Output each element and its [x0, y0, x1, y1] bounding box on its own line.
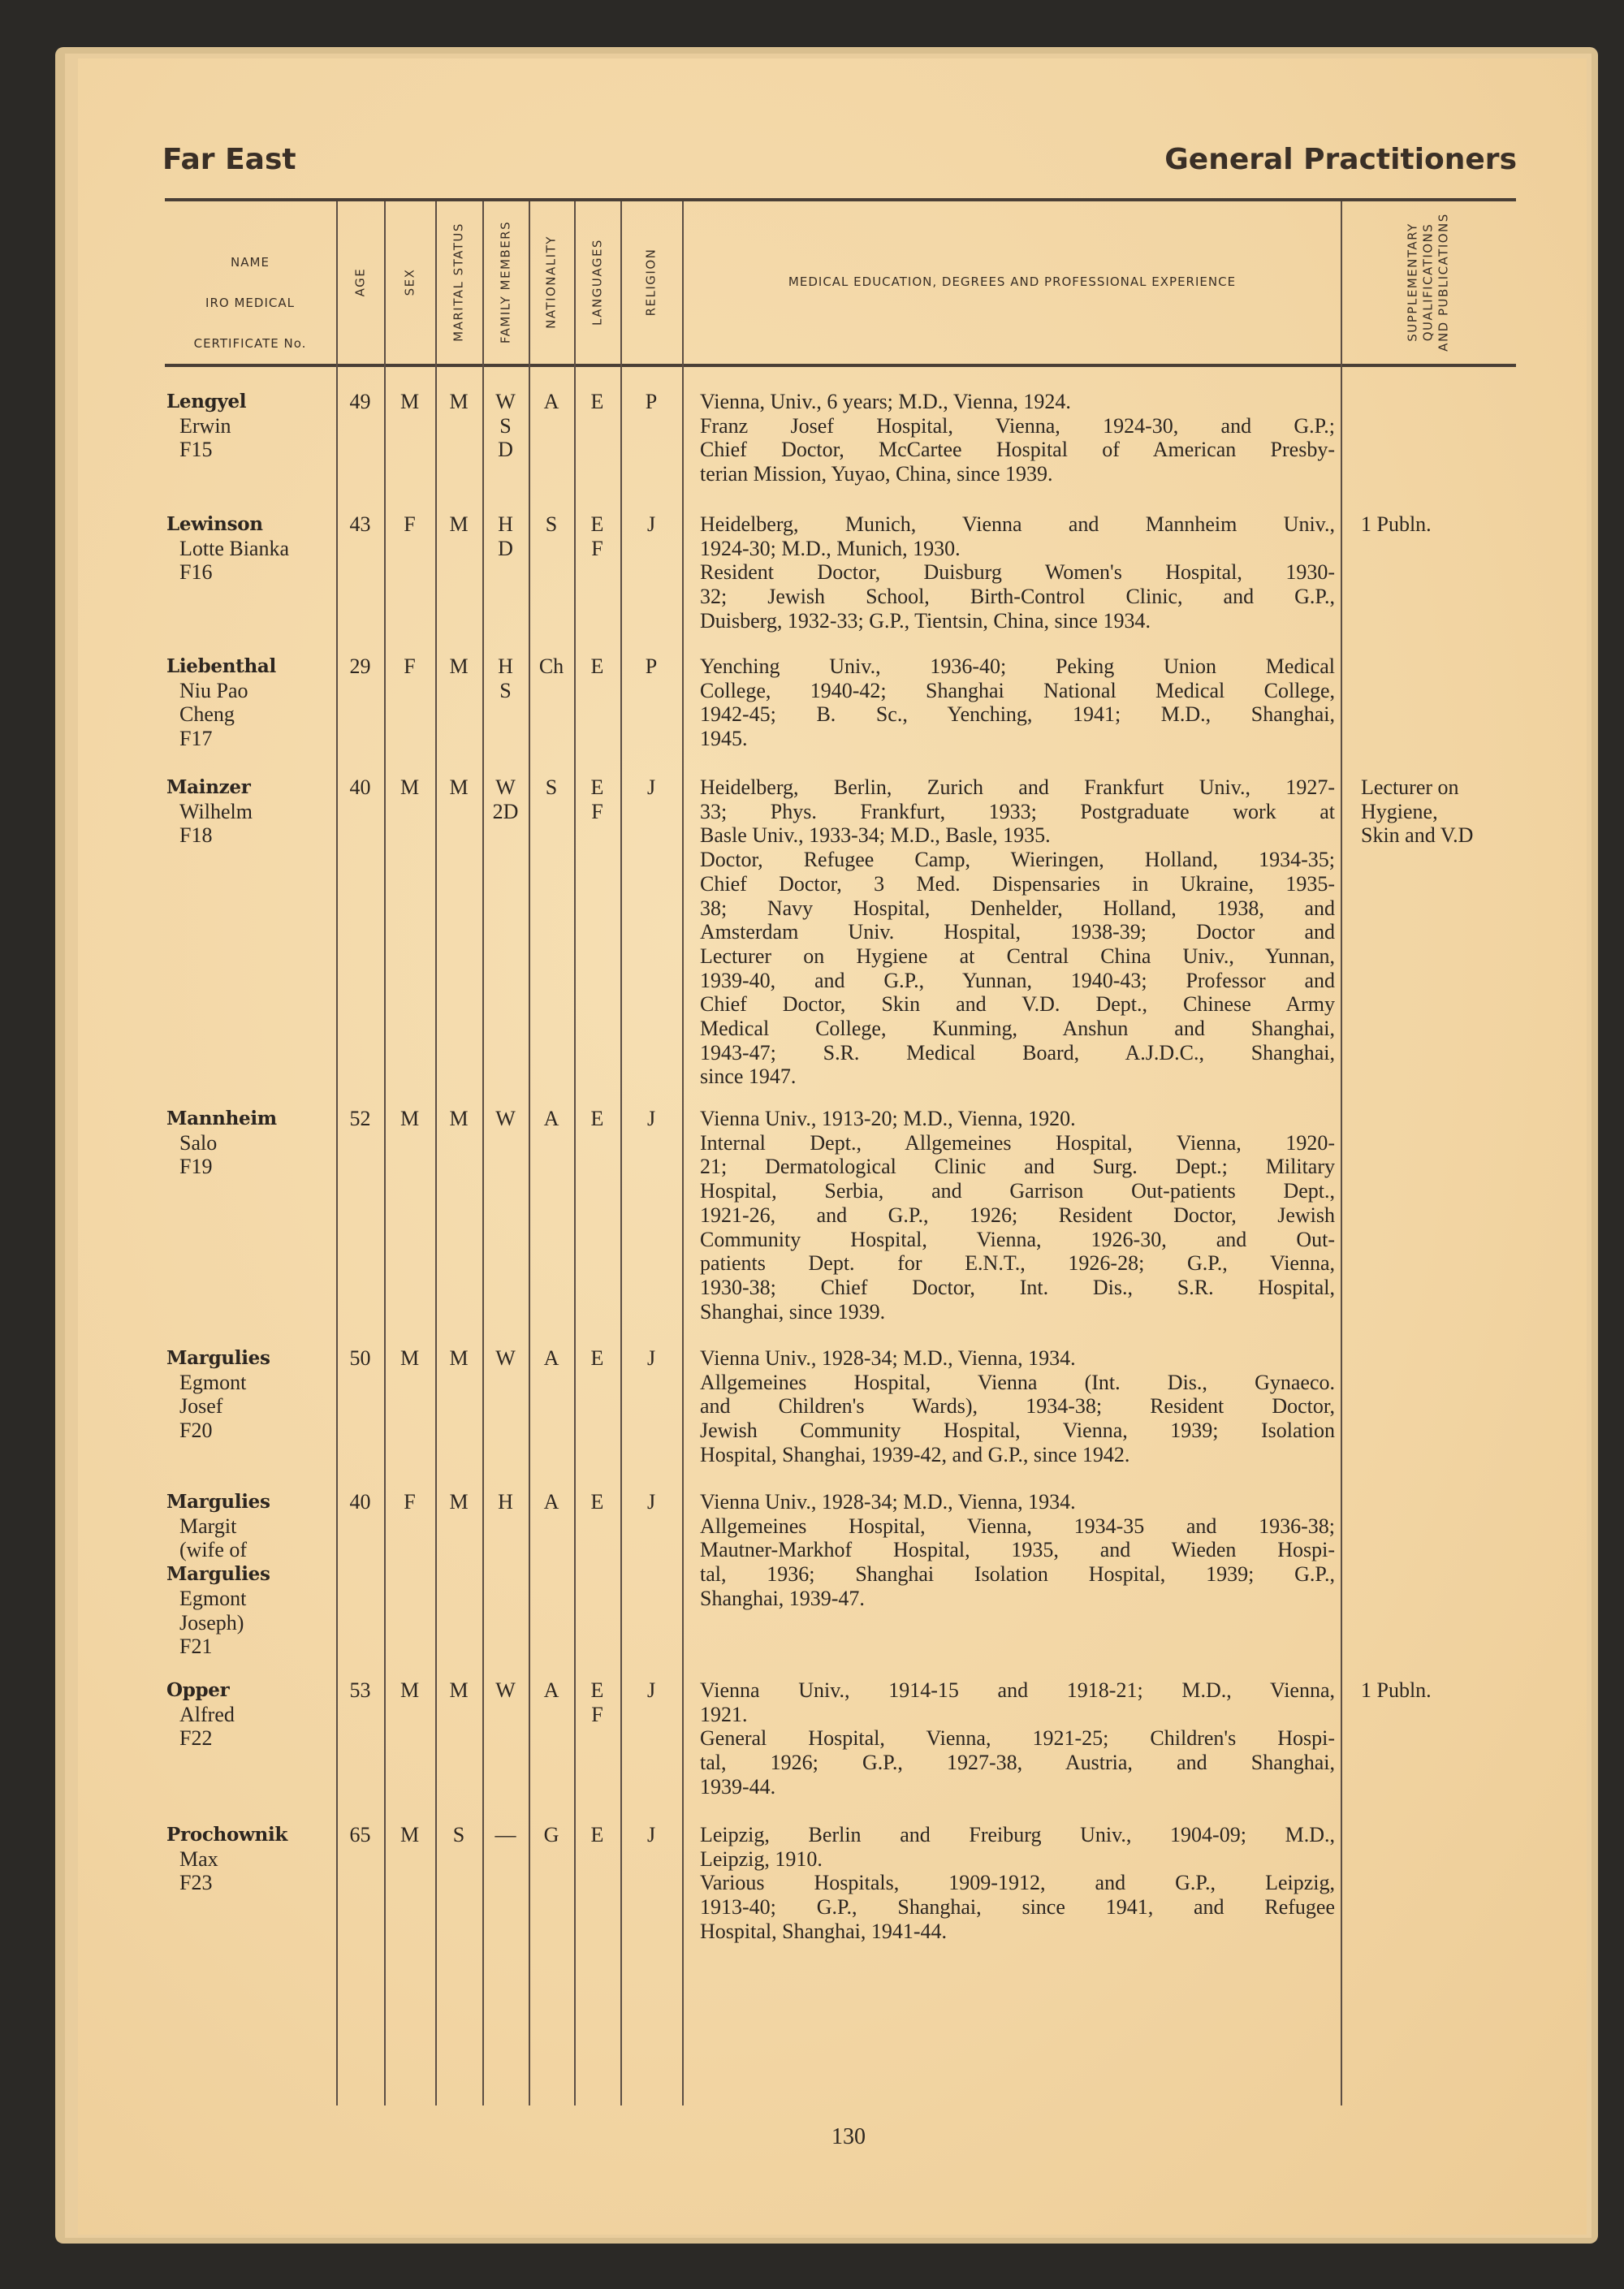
languages-cell — [574, 512, 620, 560]
column-header-education: MEDICAL EDUCATION, DEGREES AND PROFESSIONAL EXPERIENCE — [788, 274, 1237, 289]
education-line: 1939-44. — [700, 1774, 776, 1799]
supplementary-cell — [1361, 775, 1515, 848]
education-line: tal, 1926; G.P., 1927-38, Austria, and Shanghai, — [700, 1751, 1335, 1775]
family-cell — [482, 775, 529, 823]
education-line: and Children's Wards), 1934-38; Resident Doctor, — [700, 1394, 1335, 1419]
education-line: 1921. — [700, 1702, 748, 1726]
column-header-languages: LANGUAGES — [590, 239, 604, 326]
name-label: NAME — [231, 255, 270, 270]
education-line: Internal Dept., Allgemeines Hospital, Vienna, 1920- — [700, 1130, 1335, 1155]
section-title: Far East — [162, 143, 296, 176]
education-line: Shanghai, since 1939. — [700, 1299, 886, 1324]
header-rule — [165, 364, 1516, 367]
education-line: Chief Doctor, Skin and V.D. Dept., Chinese Army — [700, 992, 1335, 1017]
education-line: 33; Phys. Frankfurt, 1933; Postgraduate work at — [700, 799, 1335, 823]
sex-cell: M — [400, 1678, 420, 1702]
family-code: S — [499, 413, 512, 438]
education-line: General Hospital, Vienna, 1921-25; Children's Hospi- — [700, 1726, 1335, 1751]
sex-cell: F — [404, 512, 416, 536]
languages-code: E — [590, 1107, 604, 1130]
name-cell — [166, 1346, 337, 1443]
age-cell: 29 — [349, 654, 371, 678]
education-line: Resident Doctor, Duisburg Women's Hospital, 1930- — [700, 560, 1335, 585]
nationality-cell: Ch — [538, 654, 564, 678]
name-line: Wilhelm — [179, 799, 253, 823]
education-line: 32; Jewish School, Birth-Control Clinic, and G.P., — [700, 585, 1335, 609]
languages-cell — [574, 390, 620, 414]
certificate-label: CERTIFICATE No. — [193, 336, 307, 351]
education-line: patients Dept. for E.N.T., 1926-28; G.P., Vienna, — [700, 1251, 1335, 1276]
age-cell: 53 — [349, 1678, 371, 1702]
column-divider — [620, 201, 622, 2105]
family-code: H — [498, 1490, 513, 1514]
nationality-cell: A — [543, 1107, 559, 1130]
age-cell: 43 — [349, 512, 371, 536]
family-code: W — [495, 1678, 516, 1702]
family-code: S — [499, 678, 512, 702]
education-line: Allgemeines Hospital, Vienna (Int. Dis., Gynaeco. — [700, 1370, 1335, 1394]
education-line: Jewish Community Hospital, Vienna, 1939; Isolation — [700, 1419, 1335, 1443]
supplementary-line: Skin and V.D — [1361, 823, 1474, 848]
languages-code: E — [590, 1823, 604, 1846]
column-divider — [529, 201, 530, 2105]
education-line: Duisberg, 1932-33; G.P., Tientsin, China, since 1934. — [700, 608, 1151, 633]
education-line: Vienna Univ., 1928-34; M.D., Vienna, 1934. — [700, 1346, 1076, 1370]
languages-code: E — [590, 775, 604, 799]
languages-code: F — [591, 536, 603, 560]
education-line: Yenching Univ., 1936-40; Peking Union Medical — [700, 654, 1335, 678]
name-cell — [166, 390, 337, 462]
education-line: Heidelberg, Munich, Vienna and Mannheim Univ., — [700, 512, 1335, 536]
name-line: Niu Pao — [179, 678, 248, 702]
name-line: Margulies — [166, 1347, 270, 1369]
supplementary-label: SUPPLEMENTARY — [1405, 222, 1420, 342]
name-line: F15 — [179, 438, 213, 462]
education-line: Amsterdam Univ. Hospital, 1938-39; Doctor and — [700, 920, 1335, 944]
languages-cell — [574, 1346, 620, 1371]
name-line: Lengyel — [166, 391, 247, 412]
family-cell — [482, 1346, 529, 1371]
languages-code: E — [590, 1346, 604, 1370]
religion-cell: P — [645, 654, 658, 678]
family-code: H — [498, 512, 513, 536]
education-line: terian Mission, Yuyao, China, since 1939. — [700, 462, 1053, 486]
marital-cell: M — [449, 1346, 469, 1370]
supplementary-label: AND PUBLICATIONS — [1436, 213, 1451, 352]
marital-cell: M — [449, 1490, 469, 1514]
marital-cell: S — [452, 1823, 465, 1846]
name-line: F19 — [179, 1155, 213, 1179]
education-line: Doctor, Refugee Camp, Wieringen, Holland, 1934-35; — [700, 848, 1335, 872]
languages-cell — [574, 1823, 620, 1847]
name-line: Max — [179, 1846, 218, 1871]
nationality-cell: A — [543, 1490, 559, 1514]
family-code: W — [495, 390, 516, 413]
education-line: College, 1940-42; Shanghai National Medical College, — [700, 678, 1335, 702]
column-divider — [574, 201, 576, 2105]
age-cell: 50 — [349, 1346, 371, 1370]
name-line: Margulies — [166, 1563, 270, 1586]
education-line: Basle Univ., 1933-34; M.D., Basle, 1935. — [700, 823, 1051, 848]
nationality-cell: A — [543, 1678, 559, 1702]
name-line: Lewinson — [166, 513, 263, 535]
column-divider — [384, 201, 386, 2105]
education-line: 1924-30; M.D., Munich, 1930. — [700, 536, 961, 560]
family-cell — [482, 390, 529, 462]
name-cell — [166, 512, 337, 585]
name-cell — [166, 1823, 337, 1895]
column-header-supplementary — [1406, 201, 1452, 364]
education-line: Lecturer on Hygiene at Central China Univ., Yunnan, — [700, 944, 1335, 968]
education-line: Vienna Univ., 1913-20; M.D., Vienna, 1920. — [700, 1107, 1076, 1130]
name-line: F18 — [179, 823, 213, 848]
name-line: F16 — [179, 560, 213, 585]
name-line: F17 — [179, 727, 213, 751]
education-line: Chief Doctor, McCartee Hospital of American Presby- — [700, 438, 1335, 462]
family-code: W — [495, 1346, 516, 1370]
education-cell — [700, 775, 1335, 1089]
page-number: 130 — [831, 2124, 866, 2149]
education-line: Vienna Univ., 1914-15 and 1918-21; M.D., Vienna, — [700, 1678, 1335, 1702]
family-cell — [482, 654, 529, 702]
age-cell: 65 — [349, 1823, 371, 1846]
education-line: 38; Navy Hospital, Denhelder, Holland, 1938, and — [700, 896, 1335, 920]
education-line: 1943-47; S.R. Medical Board, A.J.D.C., Shanghai, — [700, 1040, 1335, 1065]
education-line: Hospital, Shanghai, 1941-44. — [700, 1919, 948, 1943]
education-line: 1921-26, and G.P., 1926; Resident Doctor, Jewish — [700, 1203, 1335, 1227]
education-cell — [700, 1678, 1335, 1799]
name-cell — [166, 1678, 337, 1751]
languages-code: E — [590, 1490, 604, 1514]
religion-cell: P — [645, 390, 658, 413]
nationality-cell: S — [545, 512, 558, 536]
education-line: 1913-40; G.P., Shanghai, since 1941, and Refugee — [700, 1895, 1335, 1920]
nationality-cell: G — [543, 1823, 559, 1846]
languages-cell — [574, 654, 620, 679]
education-line: Mautner-Markhof Hospital, 1935, and Wieden Hospi- — [700, 1538, 1335, 1562]
languages-cell — [574, 775, 620, 823]
column-header-nationality: NATIONALITY — [543, 235, 559, 329]
education-cell — [700, 654, 1335, 751]
family-cell — [482, 1678, 529, 1703]
education-line: Vienna Univ., 1928-34; M.D., Vienna, 1934. — [700, 1490, 1076, 1514]
education-cell — [700, 512, 1335, 633]
name-line: Egmont — [179, 1586, 247, 1610]
education-cell — [700, 1490, 1335, 1611]
family-code: W — [495, 1107, 516, 1130]
education-cell — [700, 1346, 1335, 1467]
column-header-name — [165, 242, 335, 364]
name-line: F22 — [179, 1726, 213, 1751]
name-line: Opper — [166, 1679, 230, 1701]
column-divider — [435, 201, 437, 2105]
name-line: F21 — [179, 1635, 213, 1659]
name-cell — [166, 654, 337, 751]
sex-cell: M — [400, 1823, 420, 1846]
sex-cell: M — [400, 1107, 420, 1130]
religion-cell: J — [646, 775, 656, 799]
name-line: Liebenthal — [166, 655, 276, 677]
family-cell — [482, 1823, 529, 1847]
column-divider — [1341, 201, 1342, 2105]
age-cell: 49 — [349, 390, 371, 413]
education-line: Leipzig, Berlin and Freiburg Univ., 1904-09; M.D., — [700, 1823, 1335, 1846]
family-code: D — [498, 438, 513, 462]
name-line: Mannheim — [166, 1108, 277, 1129]
name-line: Erwin — [179, 413, 231, 438]
age-cell: 52 — [349, 1107, 371, 1130]
languages-code: F — [591, 1702, 603, 1726]
name-cell — [166, 1490, 337, 1659]
religion-cell: J — [646, 1490, 656, 1514]
family-cell — [482, 1107, 529, 1131]
name-line: Alfred — [179, 1702, 235, 1726]
name-line: Mainzer — [166, 776, 251, 798]
education-line: Heidelberg, Berlin, Zurich and Frankfurt Univ., 1927- — [700, 775, 1335, 799]
education-cell — [700, 1823, 1335, 1944]
family-code: H — [498, 654, 513, 678]
name-line: Margit — [179, 1514, 237, 1538]
sex-cell: M — [400, 775, 420, 799]
sex-cell: M — [400, 390, 420, 413]
column-header-sex: SEX — [402, 268, 417, 296]
education-line: Shanghai, 1939-47. — [700, 1586, 865, 1610]
languages-code: E — [590, 654, 604, 678]
family-code: W — [495, 775, 516, 799]
sex-cell: F — [404, 1490, 416, 1514]
name-line: Josef — [179, 1394, 223, 1419]
name-line: F20 — [179, 1419, 213, 1443]
education-line: Franz Josef Hospital, Vienna, 1924-30, and G.P.; — [700, 413, 1335, 438]
religion-cell: J — [646, 1678, 656, 1702]
education-cell — [700, 390, 1335, 486]
education-line: Allgemeines Hospital, Vienna, 1934-35 and 1936-38; — [700, 1514, 1335, 1538]
marital-cell: M — [449, 1107, 469, 1130]
education-line: Hospital, Shanghai, 1939-42, and G.P., since 1942. — [700, 1442, 1130, 1466]
name-line: Lotte Bianka — [179, 536, 290, 560]
column-divider — [482, 201, 484, 2105]
column-divider — [682, 201, 684, 2105]
name-line: Prochownik — [166, 1824, 288, 1846]
age-cell: 40 — [349, 1490, 371, 1514]
supplementary-cell — [1361, 1678, 1515, 1703]
languages-cell — [574, 1490, 620, 1514]
education-line: Vienna, Univ., 6 years; M.D., Vienna, 1924. — [700, 390, 1071, 413]
name-line: Cheng — [179, 702, 235, 727]
supplementary-label: QUALIFICATIONS — [1420, 222, 1436, 342]
education-line: Leipzig, 1910. — [700, 1846, 823, 1871]
religion-cell: J — [646, 1107, 656, 1130]
education-line: Medical College, Kunming, Anshun and Shanghai, — [700, 1017, 1335, 1041]
name-line: (wife of — [179, 1538, 248, 1562]
religion-cell: J — [646, 1346, 656, 1370]
religion-cell: J — [646, 512, 656, 536]
column-header-marital: MARITAL STATUS — [451, 222, 466, 342]
education-line: 1945. — [700, 727, 748, 751]
nationality-cell: S — [545, 775, 558, 799]
religion-cell: J — [646, 1823, 656, 1846]
marital-cell: M — [449, 512, 469, 536]
languages-cell — [574, 1678, 620, 1726]
family-code: 2D — [492, 799, 519, 823]
education-line: 21; Dermatological Clinic and Surg. Dept.; Military — [700, 1155, 1335, 1179]
education-cell — [700, 1107, 1335, 1324]
sex-cell: M — [400, 1346, 420, 1370]
languages-code: F — [591, 799, 603, 823]
age-cell: 40 — [349, 775, 371, 799]
supplementary-cell — [1361, 512, 1515, 537]
family-cell — [482, 1490, 529, 1514]
education-line: Community Hospital, Vienna, 1926-30, and Out- — [700, 1227, 1335, 1251]
name-line: Joseph) — [179, 1610, 244, 1635]
supplementary-line: Hygiene, — [1361, 799, 1438, 823]
nationality-cell: A — [543, 390, 559, 413]
supplementary-line: 1 Publn. — [1361, 512, 1432, 536]
name-line: Egmont — [179, 1370, 247, 1394]
languages-code: E — [590, 390, 604, 413]
supplementary-line: 1 Publn. — [1361, 1678, 1432, 1702]
marital-cell: M — [449, 390, 469, 413]
category-title: General Practitioners — [1164, 143, 1517, 176]
name-line: Margulies — [166, 1491, 270, 1513]
languages-code: E — [590, 1678, 604, 1702]
education-line: Hospital, Serbia, and Garrison Out-patients Dept., — [700, 1179, 1335, 1203]
top-rule — [165, 198, 1516, 201]
column-header-religion: RELIGION — [643, 248, 659, 317]
marital-cell: M — [449, 654, 469, 678]
column-header-age: AGE — [352, 267, 367, 297]
languages-code: E — [590, 512, 604, 536]
supplementary-line: Lecturer on — [1361, 775, 1459, 799]
education-line: 1930-38; Chief Doctor, Int. Dis., S.R. Hospital, — [700, 1275, 1335, 1299]
iro-label: IRO MEDICAL — [205, 296, 295, 310]
education-line: Various Hospitals, 1909-1912, and G.P., Leipzig, — [700, 1871, 1335, 1895]
sex-cell: F — [404, 654, 416, 678]
name-cell — [166, 1107, 337, 1179]
name-line: F23 — [179, 1871, 213, 1895]
family-code: — — [495, 1823, 516, 1846]
education-line: since 1947. — [700, 1065, 797, 1089]
nationality-cell: A — [543, 1346, 559, 1370]
marital-cell: M — [449, 1678, 469, 1702]
marital-cell: M — [449, 775, 469, 799]
languages-cell — [574, 1107, 620, 1131]
name-line: Salo — [179, 1130, 218, 1155]
education-line: 1939-40, and G.P., Yunnan, 1940-43; Professor and — [700, 968, 1335, 992]
name-cell — [166, 775, 337, 848]
education-line: Chief Doctor, 3 Med. Dispensaries in Ukraine, 1935- — [700, 871, 1335, 896]
education-line: 1942-45; B. Sc., Yenching, 1941; M.D., Shanghai, — [700, 702, 1335, 727]
education-line: tal, 1936; Shanghai Isolation Hospital, 1939; G.P., — [700, 1562, 1335, 1587]
family-cell — [482, 512, 529, 560]
column-header-family: FAMILY MEMBERS — [498, 220, 512, 344]
family-code: D — [498, 536, 513, 560]
